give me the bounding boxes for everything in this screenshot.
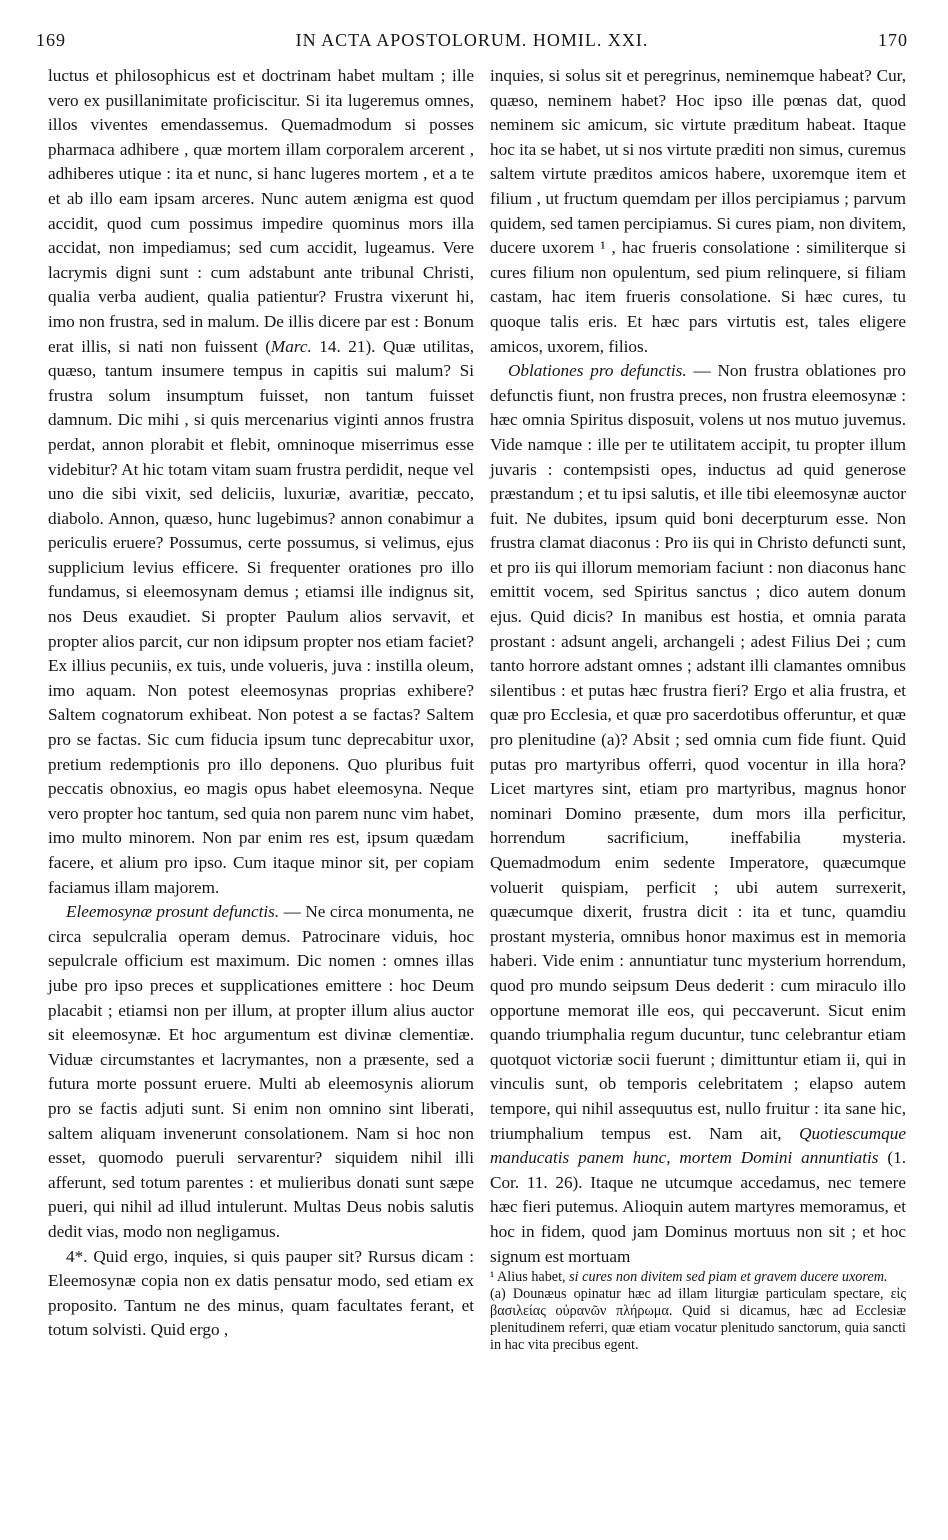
right-column	[490, 64, 906, 1354]
running-header	[36, 30, 908, 56]
paragraph: inquies, si solus sit et peregrinus, neminemque habeat? Cur, quæso, neminem habet? Hoc ipso ille pœnas dat, quod neminem sic amicum, sic virtute præditum habeat. Itaque hoc ita se habet, ut si nos virtute præditi non simus, curemus saltem virtute præditos amicos habere, uxoremque item et filium , ut fructum quemdam per illos percipiamus ; parvum quidem, sed tamen percipiamus. Si cures piam, non divitem, ducere uxorem ¹ , hac frueris consolatione : similiterque si cures filium non opulentum, sed pium relinquere, si filiam castam, hac item frueris consolatione. Si hæc cures, tu quoque talis eris. Et hæc pars virtutis est, tales eligere amicos, uxorem, filios.	[490, 66, 906, 356]
scripture-reference: Marc.	[270, 336, 312, 356]
paragraph: 4*. Quid ergo, inquies, si quis pauper sit? Rursus dicam : Eleemosynæ copia non ex datis pensatur modo, sed etiam ex proposito. Tantum ne des minus, quam facultates ferant, et totum solvisti. Quid ergo ,	[48, 1246, 474, 1340]
page-number-right: 170	[878, 30, 908, 50]
scripture-quote: Quotiescumque manducatis panem hunc, mortem Domini annuntiatis	[490, 1123, 906, 1168]
footnote: (a) Dounæus opinatur hæc ad illam liturgiæ particulam spectare, εἰς βασιλείας οὐρανῶν πλήρωμα. Quid si dicamus, hæc ad Ecclesiæ plenitudinem referri, quæ etiam vocatur plenitudo sanctorum, quia sancti in hac vita precibus egent.	[490, 1286, 906, 1354]
section-heading: Oblationes pro defunctis.	[508, 361, 687, 381]
paragraph: Eleemosynæ prosunt defunctis. — Ne circa monumenta, ne circa sepulcralia operam demus. Patrocinare viduis, hoc sepulcrale officium est maximum. Dic nomen : omnes illas jube pro ipso preces et supplicationes emittere : hoc Deum placabit ; etiamsi non per illum, at propter illum alius auctor sit eleemosynæ. Et hoc argumentum est divinæ clementiæ. Viduæ circumstantes et lacrymantes, non a præsente, sed a futura morte possunt eruere. Multi ab eleemosynis aliorum pro se factis adjuti sunt. Si enim non omnino sint liberati, saltem aliquam invenerunt consolationem. Nam si hoc non esset, quomodo pueruli servarentur? siquidem nihil illi afferunt, sed totum parentes : et mulieribus donati sunt sæpe pueri, qui nihil ad illud intulerunt. Multas Deus nobis salutis dedit vias, modo non negligamus.	[48, 902, 474, 1241]
section-heading: Eleemosynæ prosunt defunctis.	[66, 902, 280, 922]
paragraph: Oblationes pro defunctis. — Non frustra oblationes pro defunctis fiunt, non frustra preces, non frustra eleemosynæ : hæc omnia Spiritus disposuit, volens ut nos mutuo juvemus. Vide namque : ille per te utilitatem accipit, tu propter illum juvaris : contempsisti opes, inductus ad quid generose præstandum ; et tu ipsi salutis, et ille tibi eleemosynæ auctor fuit. Ne dubites, ipsum quid boni decerpturum esse. Non frustra clamat diaconus : Pro iis qui in Christo defuncti sunt, et pro iis qui illorum memoriam faciunt : non diaconus hanc emittit vocem, sed Spiritus sanctus ; dico autem donum ejus. Quid dicis? In manibus est hostia, et omnia parata prostant : adsunt angeli, archangeli ; adest Filius Dei ; cum tanto horrore adstant omnes ; adstant illi clamantes omnibus silentibus : et putas hæc frustra fieri? Ergo et alia frustra, et quæ pro Ecclesia, et quæ pro sacerdotibus offeruntur, et quæ pro plenitudine (a)? Absit ; sed omnia cum fide fiunt. Quid putas pro martyribus offerri, quod vocentur in illa hora? Licet martyres sint, etiam pro martyribus, magnus honor nominari Domino præsente, dum mors illa perficitur, horrendum sacrificium, ineffabilia mysteria. Quemadmodum enim sedente Imperatore, quæcumque voluerit quispiam, perficit ; ubi autem surrexerit, quæcumque dixerit, frustra dicit : ita et tunc, quamdiu prostant mysteria, omnibus honor maximus est in memoria haberi. Vide enim : annuntiatur tunc mysterium horrendum, quod pro mundo seipsum Deus dederit : cum miraculo illo opportune memorat ille eos, qui peccaverunt. Sicut enim quando triumphalia regum ducuntur, tunc celebrantur etiam quotquot victoriæ socii fuerunt ; dimittuntur etiam ii, qui in vinculis sunt, ob temporis celebritatem ; elapso autem tempore, qui nihil assequutus est, nullo fruitur : ita sane hic, triumphalium tempus est. Nam ait, Quotiescumque manducatis panem hunc, mortem Domini annuntiatis (1. Cor. 11. 26). Itaque ne utcumque accedamus, nec temere hæc fieri putemus. Alioquin autem martyres memoramus, et hoc in fidem, quod jam Dominus mortuus non sit ; et hoc signum est mortuam	[490, 361, 906, 1266]
running-title: IN ACTA APOSTOLORUM. HOMIL. XXI.	[295, 30, 649, 50]
paragraph: luctus et philosophicus est et doctrinam habet multam ; ille vero ex pusillanimitate proficiscitur. Si ita lugeremus omnes, illos viventes emendassemus. Quemadmodum si posses pharmaca adhibere , quæ mortem illam corporalem arcerent , adhiberes utique : ita et nunc, si hanc lugeres mortem , et a te et ab illo eam ipsam arceres. Nunc autem ænigma est quod accidit, quod cum possimus impedire quominus mors illa accidat, non impediamus; sed cum accidit, lugeamus. Vere lacrymis digni sunt : cum adstabunt ante tribunal Christi, qualia verba audient, qualia patientur? Frustra vixerunt hi, imo non frustra, sed in malum. De illis dicere par est : Bonum erat illis, si nati non fuissent (Marc. 14. 21). Quæ utilitas, quæso, tantum insumere tempus in capitis sui malum? Si frustra solum insumptum fuisset, non tantum fuisset damnum. Dic mihi , si quis mercenarius viginti annos frustra perdat, annon plorabit et flebit, omninoque miserrimus esse videbitur? At hic totam vitam suam frustra perdidit, neque vel uno die sibi vixit, sed deliciis, luxuriæ, avaritiæ, peccato, diabolo. Annon, quæso, hunc lugebimus? annon conabimur a periculis eruere? Possumus, certe possumus, si velimus, ejus supplicium levius efficere. Si frequenter orationes pro illo fundamus, si eleemosynam demus ; etiamsi ille indignus sit, nos Deus exaudiet. Si propter Paulum alios servavit, et propter alios parcit, cur non idipsum propter nos etiam faciet? Ex illius pecuniis, ex tuis, unde volueris, juva : instilla oleum, imo aquam. Non potest eleemosynas proprias exhibere? Saltem cognatorum exhibeat. Non potest a se factas? Saltem pro se factas. Sic cum fiducia ipsum tunc deprecabitur uxor, pretium redemptionis pro illo deponens. Quo pluribus fuit peccatis obnoxius, eo magis opus habet eleemosyna. Neque vero propter hoc tantum, sed quia non parem nunc vim habet, imo multo minorem. Non par enim res est, ipsum quædam facere, et alium pro ipso. Cum itaque minor sit, per copiam faciamus illam majorem.	[48, 66, 474, 897]
footnote: ¹ Alius habet, si cures non divitem sed piam et gravem ducere uxorem.	[490, 1269, 888, 1286]
page-number-left: 169	[36, 30, 66, 50]
left-column	[48, 64, 474, 1343]
